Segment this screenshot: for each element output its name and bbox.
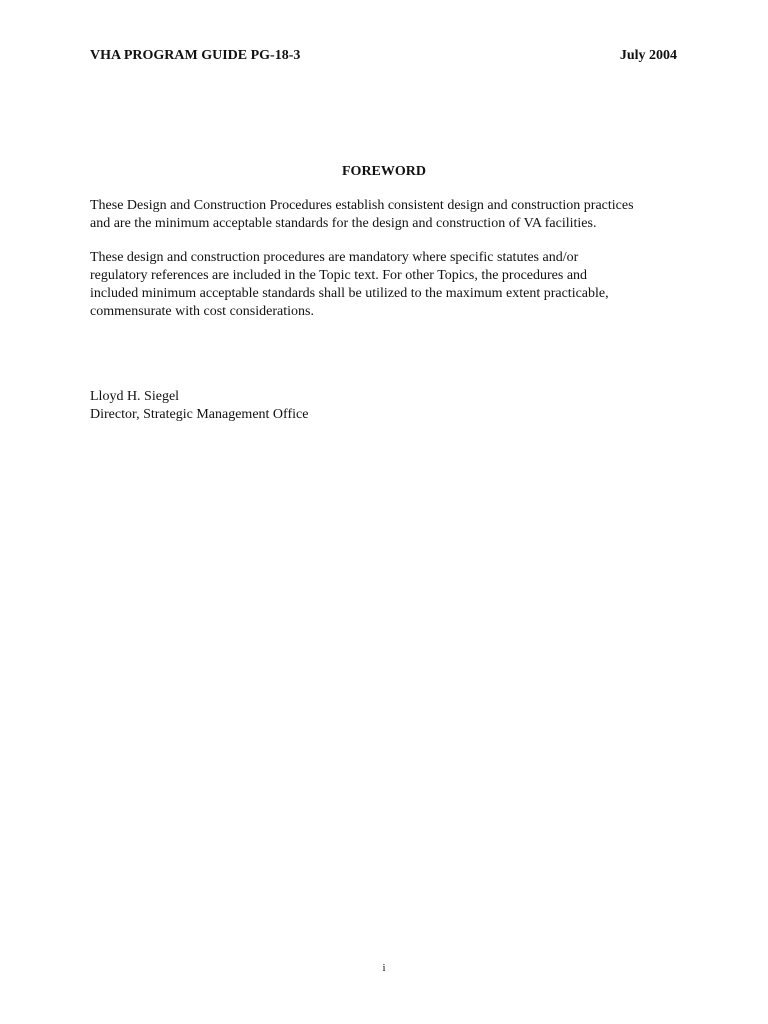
- paragraph-line: included minimum acceptable standards shall be utilized to the maximum extent practicable,: [90, 286, 609, 301]
- page-number: i: [382, 962, 386, 974]
- paragraph-line: and are the minimum acceptable standards for the design and construction of VA facilities.: [90, 216, 597, 231]
- paragraph-line: commensurate with cost considerations.: [90, 304, 314, 319]
- paragraph-2: [90, 249, 690, 321]
- paragraph-1: [90, 197, 690, 233]
- page-title: FOREWORD: [342, 164, 426, 179]
- page-header: [90, 47, 677, 65]
- signature-block: [90, 388, 308, 424]
- signatory-name: Lloyd H. Siegel: [90, 389, 180, 404]
- paragraph-line: These Design and Construction Procedures establish consistent design and construction practices: [90, 198, 634, 213]
- signatory-title: Director, Strategic Management Office: [90, 407, 309, 422]
- paragraph-line: regulatory references are included in the Topic text. For other Topics, the procedures and: [90, 268, 588, 283]
- paragraph-line: These design and construction procedures are mandatory where specific statutes and/or: [90, 250, 579, 265]
- header-guide-title: VHA PROGRAM GUIDE PG-18-3: [90, 48, 301, 63]
- header-date: July 2004: [619, 48, 677, 63]
